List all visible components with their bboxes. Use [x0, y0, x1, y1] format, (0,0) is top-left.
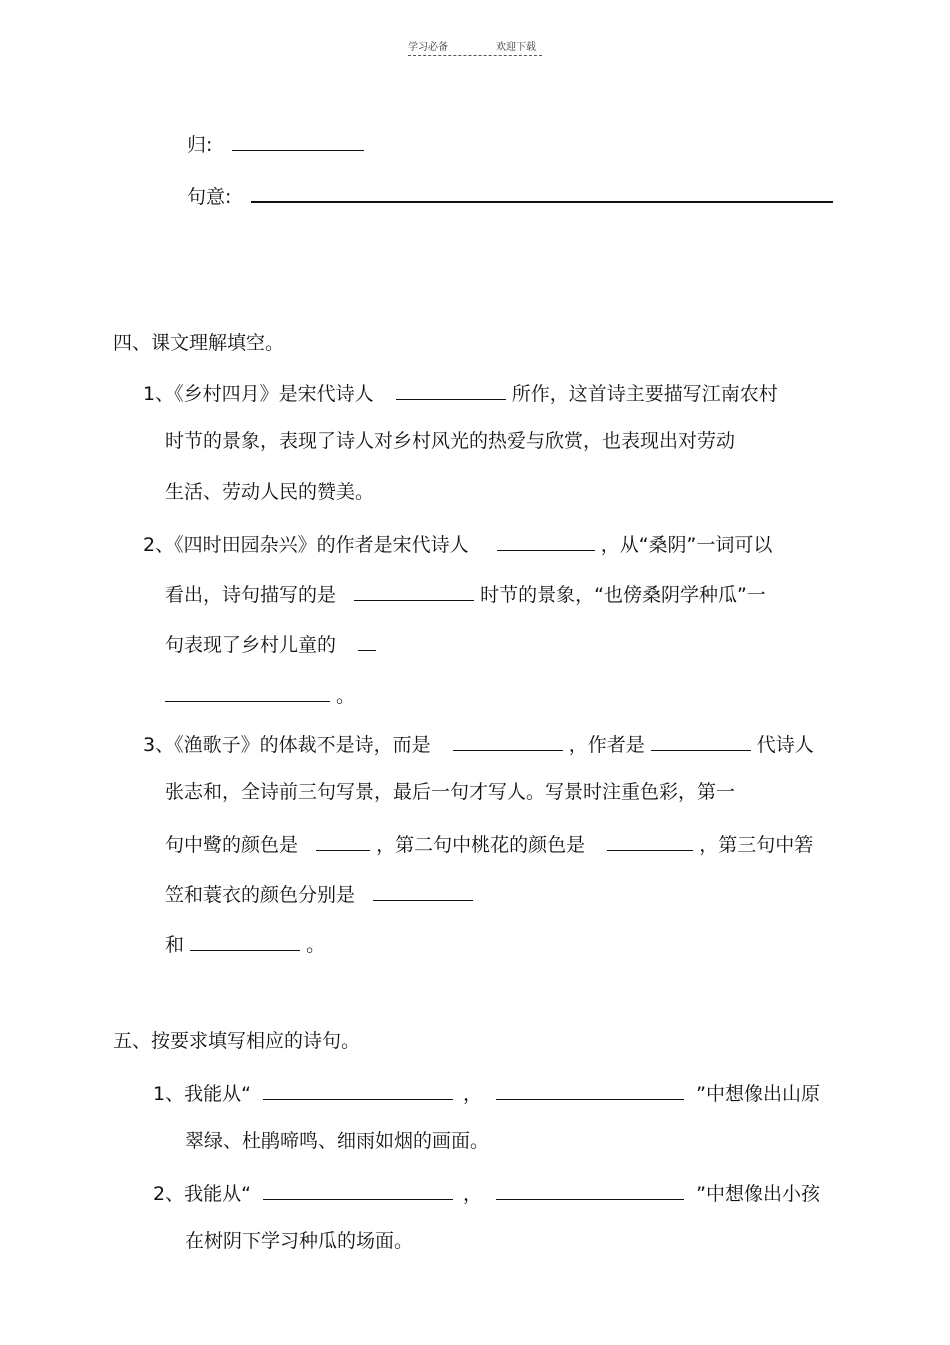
- gui-label: 归:: [187, 134, 213, 156]
- q1-line2: 时节的景象，表现了诗人对乡村风光的热爱与欣赏，也表现出对劳动: [165, 430, 736, 452]
- juyi-line: [187, 181, 833, 209]
- q3-line5: [165, 930, 325, 957]
- header-left-text: 学习必备: [408, 42, 448, 53]
- q3-text-c: 代诗人: [756, 734, 814, 756]
- q2-text-b: ，从“桑阴”一词可以: [600, 534, 773, 556]
- q3-dynasty-blank[interactable]: [651, 730, 751, 751]
- gui-line: [187, 130, 364, 157]
- s5-q1-line2: 翠绿、杜鹃啼鸣、细雨如烟的画面。: [185, 1130, 490, 1152]
- q2-text-c: 看出，诗句描写的是: [165, 584, 337, 606]
- q3-genre-blank[interactable]: [453, 730, 563, 751]
- q2-line2: [165, 580, 766, 607]
- header-right-text: 欢迎下载: [496, 42, 536, 53]
- juyi-label: 句意:: [187, 186, 232, 208]
- q3-text-g: ，第三句中箬: [699, 834, 814, 856]
- s5-q2-text-a: 2、我能从“: [153, 1183, 251, 1205]
- q2-line4: [165, 681, 355, 708]
- s5-q1-blank-1[interactable]: [263, 1079, 453, 1100]
- q2-text-e: 句表现了乡村儿童的: [165, 634, 337, 656]
- s5-q1-blank-2[interactable]: [496, 1079, 684, 1100]
- q2-text-d: 时节的景象，“也傍桑阴学种瓜”一: [480, 584, 766, 606]
- s5-q2-line2: 在树阴下学习种瓜的场面。: [185, 1230, 414, 1252]
- q3-text-j: 。: [306, 934, 326, 956]
- q3-line2: 张志和，全诗前三句写景，最后一句才写人。写景时注重色彩，第一: [165, 781, 736, 803]
- q2-text-a: 2、《四时田园杂兴》的作者是宋代诗人: [143, 534, 469, 556]
- s5-q1-comma: ，: [463, 1083, 483, 1105]
- s5-q1-text-a: 1、我能从“: [153, 1083, 251, 1105]
- q3-text-b: ，作者是: [568, 734, 645, 756]
- q1-poet-blank[interactable]: [396, 379, 506, 400]
- s5-q2-line1: [153, 1179, 820, 1206]
- q3-hat-color-blank[interactable]: [373, 880, 473, 901]
- q3-peach-color-blank[interactable]: [607, 830, 693, 851]
- q3-line3: [165, 830, 813, 857]
- s5-q1-text-b: ”中想像出山原: [696, 1083, 820, 1105]
- q3-text-h: 笠和蓑衣的颜色分别是: [165, 884, 356, 906]
- q3-line4: [165, 880, 473, 907]
- q2-text-f: 。: [336, 685, 356, 707]
- q1-line3: 生活、劳动人民的赞美。: [165, 481, 375, 503]
- q2-line3: [165, 630, 376, 657]
- q2-short-blank[interactable]: [358, 630, 376, 651]
- q3-text-f: ，第二句中桃花的颜色是: [376, 834, 586, 856]
- s5-q2-blank-1[interactable]: [263, 1179, 453, 1200]
- s5-q2-text-b: ”中想像出小孩: [696, 1183, 820, 1205]
- s5-q1-line1: [153, 1079, 820, 1106]
- q3-text-e: 句中鹭的颜色是: [165, 834, 299, 856]
- q3-text-i: 和: [165, 934, 185, 956]
- gui-blank[interactable]: [232, 130, 364, 151]
- q3-cape-color-blank[interactable]: [190, 930, 300, 951]
- s5-q2-blank-2[interactable]: [496, 1179, 684, 1200]
- q3-egret-color-blank[interactable]: [316, 830, 370, 851]
- section4-title: 四、课文理解填空。: [113, 332, 285, 354]
- q2-long-blank[interactable]: [165, 681, 330, 702]
- s5-q2-comma: ，: [463, 1183, 483, 1205]
- q2-line1: [143, 530, 772, 557]
- q1-text-a: 1、《乡村四月》是宋代诗人: [143, 383, 374, 405]
- header-dashed-rule: [408, 55, 542, 56]
- q2-season-blank[interactable]: [354, 580, 474, 601]
- q1-line1: [143, 379, 778, 406]
- q3-line1: [143, 730, 814, 757]
- juyi-blank[interactable]: [251, 181, 833, 203]
- q1-text-b: 所作，这首诗主要描写江南农村: [511, 383, 778, 405]
- q2-poet-blank[interactable]: [497, 530, 595, 551]
- q3-text-a: 3、《渔歌子》的体裁不是诗，而是: [143, 734, 431, 756]
- section5-title: 五、按要求填写相应的诗句。: [113, 1030, 361, 1052]
